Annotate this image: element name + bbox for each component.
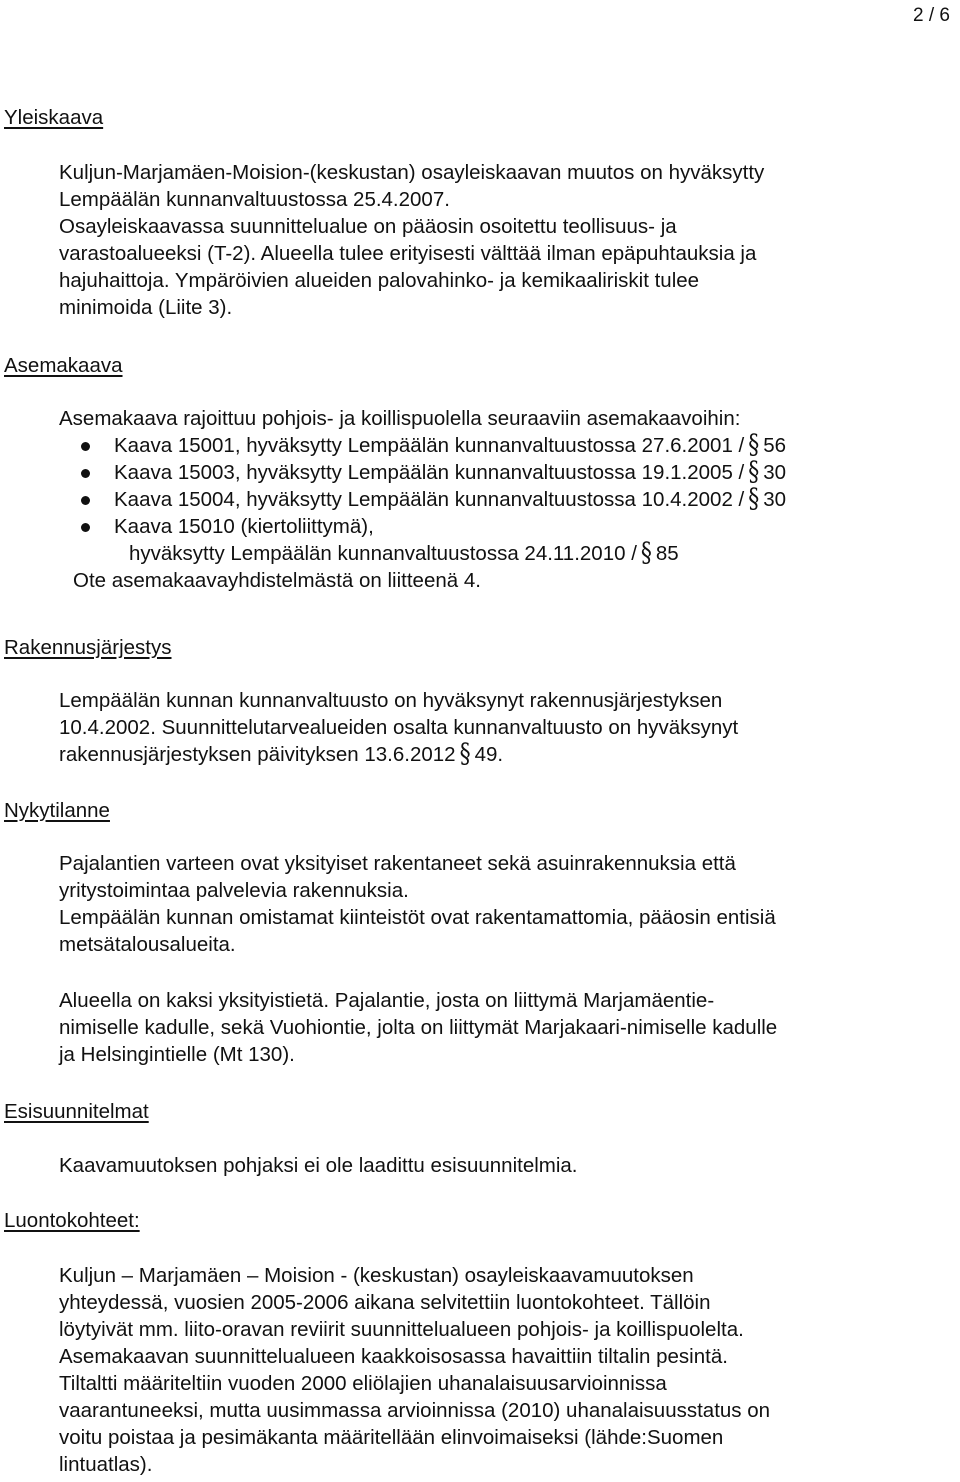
heading-yleiskaava: Yleiskaava [4,106,104,129]
text-line: Pajalantien varteen ovat yksityiset rakentaneet sekä asuinrakennuksia että [59,852,736,875]
yleiskaava-text [59,159,949,321]
list-item-continuation [114,537,949,570]
section-ref: 49. [474,743,504,766]
text-line: yhteydessä, vuosien 2005-2006 aikana selvitettiin luontokohteet. Tällöin [59,1291,711,1314]
text-line: varastoalueeksi (T-2). Alueella tulee erityisesti välttää ilman epäpuhtauksia ja [59,242,757,265]
text-line: hajuhaittoja. Ympäröivien alueiden palovahinko- ja kemikaaliriskit tulee [59,269,700,292]
text-line: Kuljun – Marjamäen – Moision - (keskustan) osayleiskaavamuutoksen [59,1264,694,1287]
asemakaava-list [59,429,949,570]
text-line: yritystoimintaa palvelevia rakennuksia. [59,879,409,902]
section-symbol-icon: § [748,483,760,516]
text-line: Alueella on kaksi yksityistietä. Pajalantie, josta on liittymä Marjamäentie- [59,989,715,1012]
section-ref: 85 [655,542,679,565]
heading-esisuunnitelmat: Esisuunnitelmat [4,1100,149,1123]
text-line: Lempäälän kunnan kunnanvaltuusto on hyväksynyt rakennusjärjestyksen [59,689,723,712]
page-number: 2 / 6 [913,5,950,26]
list-item [59,456,949,489]
text-line: lintuatlas). [59,1453,153,1476]
list-item-text: hyväksytty Lempäälän kunnanvaltuustossa 24.11.2010 / [129,542,637,565]
bullet-icon [81,496,90,505]
list-item-text: Kaava 15003, hyväksytty Lempäälän kunnanvaltuustossa 19.1.2005 / [114,461,745,484]
list-item-text: Kaava 15004, hyväksytty Lempäälän kunnanvaltuustossa 10.4.2002 / [114,488,745,511]
text-line: Kuljun-Marjamäen-Moision-(keskustan) osayleiskaavan muutos on hyväksytty [59,161,765,184]
bullet-icon [81,469,90,478]
luontokohteet-text [59,1262,949,1478]
asemakaava-outro: Ote asemakaavayhdistelmästä on liitteenä 4. [73,569,481,592]
text-line: Asemakaavan suunnittelualueen kaakkoisosassa havaittiin tiltalin pesintä. [59,1345,728,1368]
section-symbol-icon: § [459,738,471,771]
text-line: voitu poistaa ja pesimäkanta määritellään elinvoimaiseksi (lähde:Suomen [59,1426,724,1449]
asemakaava-text [59,405,949,594]
text-line: Kaavamuutoksen pohjaksi ei ole laadittu esisuunnitelmia. [59,1154,578,1177]
bullet-icon [81,523,90,532]
rakennusjarjestys-text [59,687,949,771]
section-ref: 30 [763,461,787,484]
heading-nykytilanne: Nykytilanne [4,799,110,822]
list-item-text: Kaava 15001, hyväksytty Lempäälän kunnanvaltuustossa 27.6.2001 / [114,434,745,457]
list-item [59,513,949,570]
list-item [59,483,949,516]
text-line: löytyivät mm. liito-oravan reviirit suunnittelualueen pohjois- ja koillispuolelta. [59,1318,744,1341]
text-line: vaarantuneeksi, mutta uusimmassa arvioinnissa (2010) uhanalaisuusstatus on [59,1399,771,1422]
asemakaava-intro: Asemakaava rajoittuu pohjois- ja koillispuolella seuraaviin asemakaavoihin: [59,407,741,430]
text-line: nimiselle kadulle, sekä Vuohiontie, jolta on liittymät Marjakaari-nimiselle kadulle [59,1016,778,1039]
list-item [59,429,949,462]
heading-asemakaava: Asemakaava [4,354,123,377]
list-item-text: Kaava 15010 (kiertoliittymä), [114,515,374,538]
text-line: 10.4.2002. Suunnittelutarvealueiden osalta kunnanvaltuusto on hyväksynyt [59,716,739,739]
text-line: minimoida (Liite 3). [59,296,233,319]
section-symbol-icon: § [748,429,760,462]
section-ref: 56 [763,434,787,457]
text-line: Osayleiskaavassa suunnittelualue on pääosin osoitettu teollisuus- ja [59,215,677,238]
section-symbol-icon: § [640,537,652,570]
section-symbol-icon: § [748,456,760,489]
text-line: ja Helsingintielle (Mt 130). [59,1043,295,1066]
nykytilanne-para2 [59,987,949,1068]
bullet-icon [81,442,90,451]
text-line [59,738,949,771]
text-fragment: rakennusjärjestyksen päivityksen 13.6.2012 [59,743,456,766]
text-line: Lempäälän kunnanvaltuustossa 25.4.2007. [59,188,450,211]
text-line: Tiltaltti määriteltiin vuoden 2000 eliölajien uhanalaisuusarvioinnissa [59,1372,667,1395]
heading-luontokohteet: Luontokohteet: [4,1209,140,1232]
text-line: Lempäälän kunnan omistamat kiinteistöt ovat rakentamattomia, pääosin entisiä [59,906,776,929]
text-line: metsätalousalueita. [59,933,236,956]
esisuunnitelmat-text [59,1152,949,1179]
section-ref: 30 [763,488,787,511]
heading-rakennusjarjestys: Rakennusjärjestys [4,636,172,659]
nykytilanne-para1 [59,850,949,958]
